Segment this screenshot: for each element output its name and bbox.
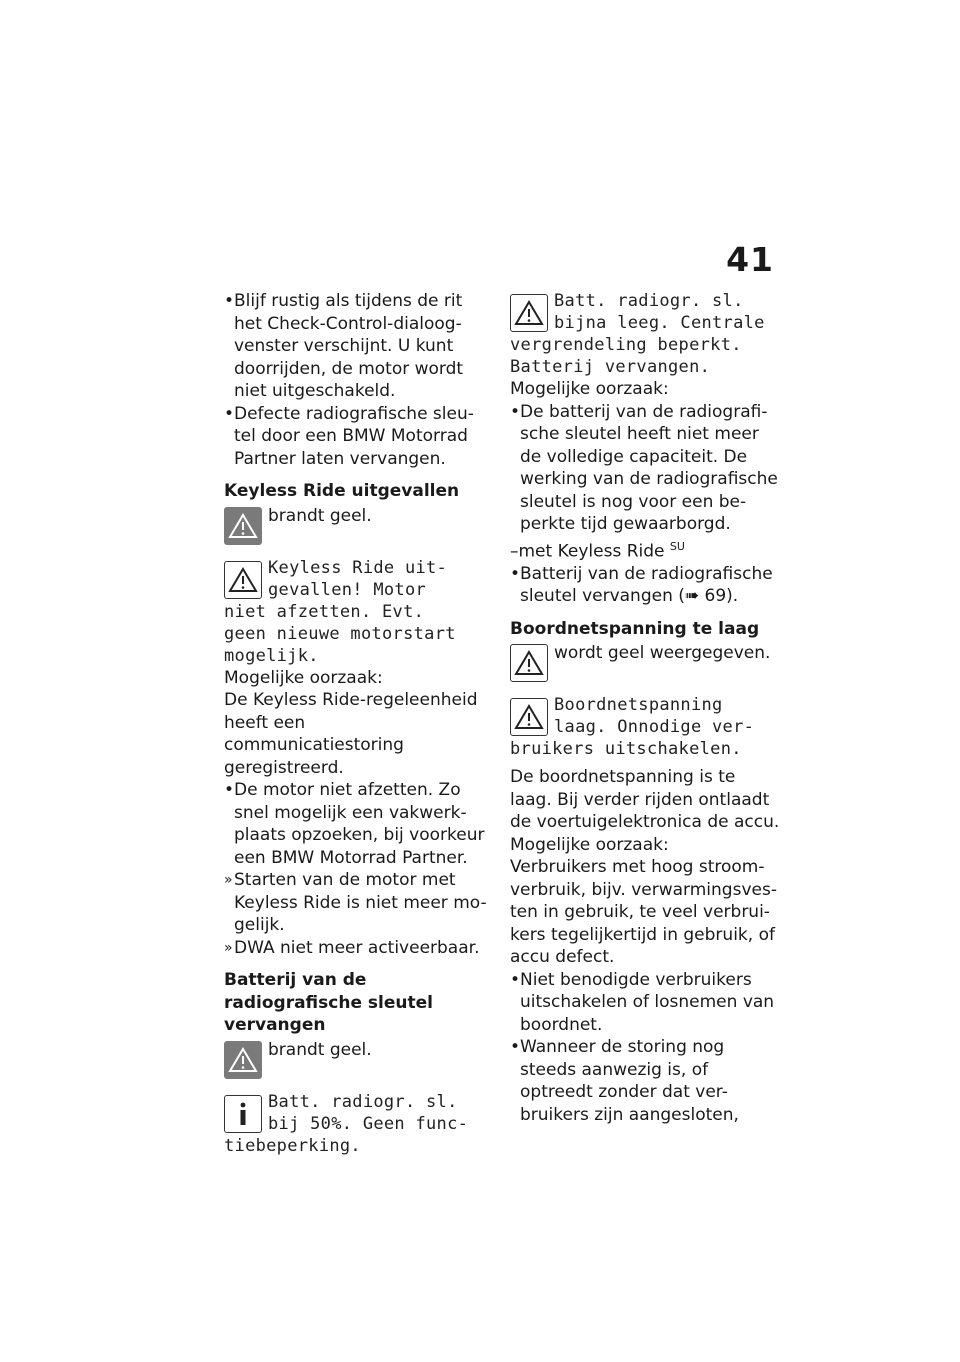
bullet-text: Blijf rustig als tijdens de rit het Check-Control-dialoog-venster verschijnt. U kunt doorrijden, de motor wordt niet uitgeschakeld. [234,291,464,401]
warning-triangle-icon [510,698,548,736]
info-icon [224,1095,262,1133]
page-number: 41 [726,240,774,279]
result-item: » DWA niet meer activeerbaar. [224,937,489,960]
warning-lamp-icon [510,644,548,682]
warning-triangle-icon [510,294,548,332]
warning-lamp-icon [224,507,262,545]
page-ref-link[interactable]: 69). [704,586,739,607]
cause-label: Mogelijke oorzaak: [510,834,669,855]
cause-label: Mogelijke oorzaak: [510,379,669,399]
bullet-text: Wanneer de storing nog steeds aanwezig is, of optreedt zonder dat ver-bruikers zijn aangesloten, [520,1037,739,1125]
section-heading-voltage: Boordnetspanning te laag [510,618,760,639]
lamp-status: brandt geel. [268,1039,372,1060]
lamp-status: wordt geel weergegeven. [554,643,771,664]
bullet-text: De motor niet afzetten. Zo snel mogelijk een vakwerk-plaats opzoeken, bij voorkeur een BMW Motorrad Partner. [234,780,485,868]
result-item: » Starten van de motor met Keyless Ride is niet meer mo-gelijk. [224,869,489,937]
list-item: • Defecte radiografische sleu-tel door een BMW Motorrad Partner laten vervangen. [224,403,489,471]
display-message: Batt. radiogr. sl. bijna leeg. Centrale vergrendeling beperkt. Batterij vervangen. [510,291,765,377]
warning-lamp-icon [224,1041,262,1079]
left-column [224,290,489,1157]
bullet-text: Defecte radiografische sleu-tel door een BMW Motorrad Partner laten vervangen. [234,403,474,469]
indicator-row [224,1039,489,1083]
section-heading-keyless: Keyless Ride uitgevallen [224,481,460,501]
condition-line: –met Keyless Ride $^{SU}$ [510,539,685,562]
section-heading-battery: Batterij van de radiografische sleutel vervangen [224,970,433,1035]
result-text: DWA niet meer activeerbaar. [234,937,480,958]
indicator-row [224,505,489,549]
display-message: Boordnetspanning laag. Onnodige ver- bruikers uitschakelen. [510,695,755,760]
right-column [510,290,780,1126]
list-item: • Batterij van de radiografische sleutel vervangen (➠ 69). [510,563,780,608]
bullet-text: Niet benodigde verbruikers uitschakelen of losnemen van boordnet. [520,969,775,1035]
list-item: • Blijf rustig als tijdens de rit het Check-Control-dialoog-venster verschijnt. U kunt doorrijden, de motor wordt niet uitgeschakeld. [224,290,489,403]
result-text: Starten van de motor met Keyless Ride is niet meer mo-gelijk. [234,870,487,935]
lamp-status: brandt geel. [268,505,372,526]
list-item: • Wanneer de storing nog steeds aanwezig is, of optreedt zonder dat ver-bruikers zijn aangesloten, [510,1036,780,1126]
bullet-text: Batterij van de radiografische sleutel vervangen (➠ 69). [520,563,773,607]
indicator-row [510,642,780,686]
cause-text: De Keyless Ride-regeleenheid heeft een communicatiestoring geregistreerd. [224,690,478,778]
list-item: • De motor niet afzetten. Zo snel mogelijk een vakwerk-plaats opzoeken, bij voorkeur een BMW Motorrad Partner. [224,779,489,869]
cause-label: Mogelijke oorzaak: [224,667,383,688]
display-message: Batt. radiogr. sl. bij 50%. Geen func- tiebeperking. [224,1091,469,1156]
warning-triangle-icon [224,561,262,599]
cause-text: Verbruikers met hoog stroom-verbruik, bijv. verwarmingsves-ten in gebruik, te veel verbrui-kers tegelijkertijd in gebruik, of accu defect. [510,857,777,968]
bullet-text: De batterij van de radiografi-sche sleutel heeft niet meer de volledige capaciteit. De werking van de radiografische sleutel is nog voor een be-perkte tijd gewaarborgd. [520,401,778,534]
list-item: • Niet benodigde verbruikers uitschakelen of losnemen van boordnet. [510,969,780,1037]
page-ref-arrow-icon: ➠ [684,586,700,607]
display-message: Keyless Ride uit- gevallen! Motor niet afzetten. Evt. geen nieuwe motorstart mogelijk. [224,557,456,666]
list-item: • De batterij van de radiografi-sche sleutel heeft niet meer de volledige capaciteit. De werking van de radiografische sleutel is nog voor een be-perkte tijd gewaarborgd. [510,401,780,536]
body-text: De boordnetspanning is te laag. Bij verder rijden ontlaadt de voertuigelektronica de accu. [510,767,780,833]
